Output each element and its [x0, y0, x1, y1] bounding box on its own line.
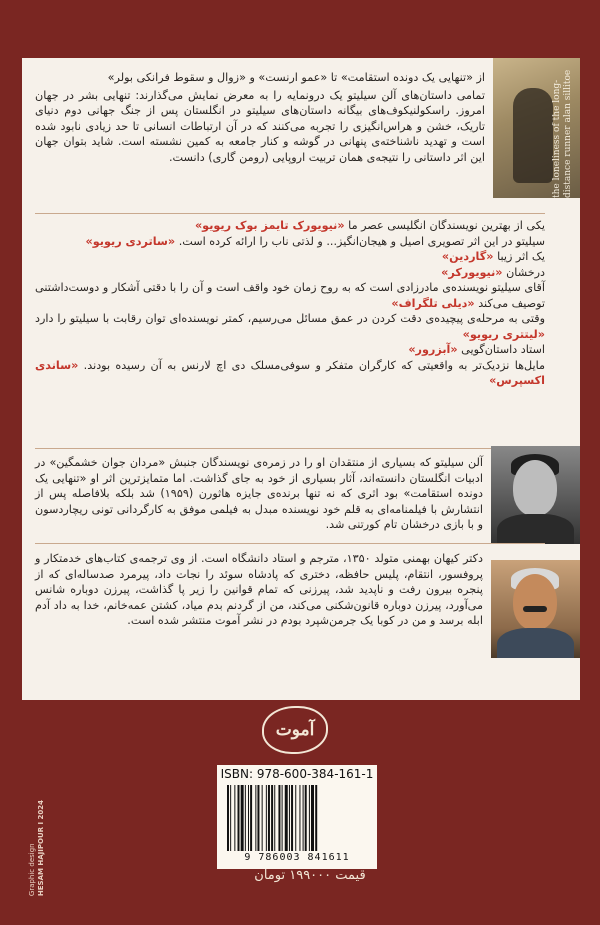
author-bio-section	[35, 455, 483, 533]
review-source: «نیویورکر»	[441, 265, 503, 279]
barcode-bar	[303, 785, 304, 851]
review-source: «نیویورک تایمز بوک ریویو»	[194, 219, 345, 232]
barcode-bar	[309, 785, 310, 851]
barcode-bar	[241, 785, 244, 851]
synopsis-lead: از «تنهایی یک دونده استقامت» تا «عمو ارنست» و «زوال و سقوط فرانکی بولر»	[107, 71, 485, 84]
divider	[35, 213, 545, 214]
barcode-bar	[227, 785, 229, 851]
design-credit: Graphic design HESAM HAJIPOUR I 2024	[28, 800, 45, 897]
barcode-bar	[295, 785, 296, 851]
barcode-bar	[245, 785, 246, 851]
barcode-bar	[271, 785, 273, 851]
barcode-bar	[250, 785, 252, 851]
isbn-text: ISBN: 978-600-384-161-1	[220, 767, 374, 781]
review-source: «آبزرور»	[408, 343, 458, 356]
translator-photo	[491, 560, 580, 658]
barcode-bar	[238, 785, 240, 851]
barcode-bar	[299, 785, 300, 851]
price-label: قیمت ۱۹۹۰۰۰ تومان	[254, 868, 366, 883]
reviews-section: یکی از بهترین نویسندگان انگلیسی عصر ما «نیویورک تایمز بوک ریویو» سیلیتو در این اثر تصویری اصیل و هیجان‌انگیز... و لذتی ناب را ارائه کرده است. «ساتردی ریویو» یک اثر زیبا «گاردین» درخشان «نیویورکر» آقای سیلیتو نویسنده‌ی مادرزادی است که به روح زمان خود واقف است و آن را با دقتی آشکار و دوست‌داشتنی توصیف می‌کند «دیلی تلگراف» وقتی به مرحله‌ی پیچیده‌ی دقت کردن در عمق مسائل می‌رسیم، کمتر نویسنده‌ای توان رقابت با سیلیتو را دارد «لیتتری ریویو» استاد داستان‌گویی «آبزرور» مایل‌ها نزدیک‌تر به واقعیتی که کارگران متفکر و سوفی‌مسلک دی اچ لارنس به آن رسیده بودند. «ساندی اکسپرس»	[35, 219, 545, 387]
review-source: «گاردین»	[441, 250, 494, 263]
barcode-bar	[255, 785, 256, 851]
barcode-image	[225, 785, 369, 851]
translator-bio-section	[35, 551, 483, 629]
divider	[35, 543, 545, 544]
barcode-bar	[266, 785, 267, 851]
thumbnail-title: the loneliness of the long-distance runner alan sillitoe	[552, 69, 573, 198]
translator-bio: دکتر کیهان بهمنی متولد ۱۳۵۰، مترجم و استاد دانشگاه است. از وی ترجمه‌ی کتاب‌های خدمتکار و پروفسور، انتقام، پلیس حافظه، دختری که پادشاه سوئد را نجات داد، پیرمرد صدساله‌ای که از پنجره بیرون رفت و ناپدید شد، پیرزنی که تمام قوانین را زیر پا گذاشت، پیرزن دوباره شانس می‌آورد، پیرزن دوباره قانون‌شکنی می‌کند، من از گردنم بدم میاد، کشتن عمه‌خانم، خدا به داد آدم ابله برسد و من در کوبا یک جرمن‌شپرد بودم در نشر آموت منتشر شده است.	[35, 552, 483, 627]
review-source: «ساتردی ریویو»	[85, 234, 176, 248]
barcode-bar	[230, 785, 231, 851]
review-source: «ساندی اکسپرس»	[35, 358, 545, 387]
barcode-bar	[315, 785, 317, 851]
barcode-bar	[234, 785, 235, 851]
book-cover-thumbnail	[493, 58, 580, 198]
author-photo	[491, 446, 580, 544]
synopsis-body: تمامی داستان‌های آلن سیلیتو یک درونمایه را به معرض نمایش می‌گذارند: تنهایی بشر در جهان امروز. راسکولنیکوف‌های بیگانه داستان‌های سیلیتو در انگلستان پس از جنگ جهانی دوم دنیای تاریک، خشن و هراس‌انگیزی را تجربه می‌کنند که در آن ارتباطات انسانی تا حد زیادی نابود شده است و تهدید ناشناخته‌ی پنهانی در گوشه و کنار جامعه به کمین نشسته است. شاید بتوان جهان این اثر داستانی را نتیجه‌ی همان تربیت اروپایی (رومن گاری) دانست.	[35, 88, 485, 164]
author-bio: آلن سیلیتو که بسیاری از منتقدان او را در زمره‌ی نویسندگان جنبش «مردان جوان خشمگین» در ادبیات انگلستان دانسته‌اند، آثار بسیاری از خود به جای گذاشت. اما متمایزترین اثر او «تنهایی یک دونده استقامت» بود اثری که نه تنها برنده‌ی جایزه هاثورن (۱۹۵۹) شد بلکه بلافاصله پس از انتشارش با فیلمنامه‌ای به قلم خود نویسنده مبدل به فیلمی موفق به کارگردانی تونی ریچاردسون و با بازی درخشان تام کورتنی شد.	[35, 456, 483, 531]
synopsis-section	[35, 70, 485, 165]
barcode-bar	[282, 785, 283, 851]
barcode-bar	[274, 785, 275, 851]
barcode-bar	[311, 785, 314, 851]
barcode-bar	[262, 785, 263, 851]
barcode-bar	[305, 785, 307, 851]
review-source: «دیلی تلگراف»	[391, 296, 475, 310]
divider	[35, 448, 545, 449]
publisher-logo: آموت	[262, 706, 328, 754]
barcode-bar	[285, 785, 288, 851]
barcode-bar	[291, 785, 293, 851]
barcode-bar	[268, 785, 270, 851]
review-source: «لیتتری ریویو»	[462, 327, 545, 341]
runner-illustration	[513, 88, 553, 183]
barcode-panel	[217, 765, 377, 869]
barcode-bar	[278, 785, 280, 851]
barcode-bar	[248, 785, 249, 851]
barcode-number: 9 786003 841611	[244, 852, 350, 863]
barcode-bar	[257, 785, 259, 851]
barcode-bar	[289, 785, 290, 851]
